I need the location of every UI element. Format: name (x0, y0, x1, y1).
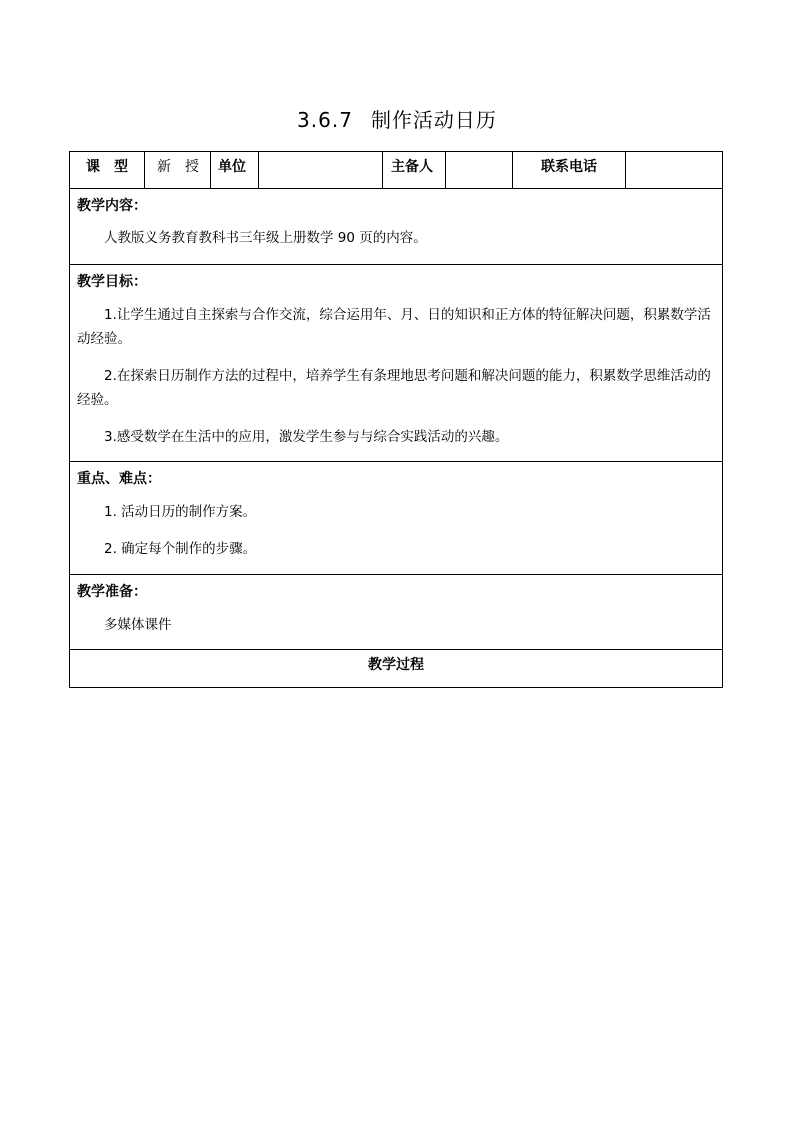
preparer-label: 主备人 (383, 152, 446, 188)
lesson-number: 3.6.7 (297, 108, 353, 132)
preparer-value (446, 152, 513, 188)
content-text: 人教版义务教育教科书三年级上册数学 90 页的内容。 (104, 230, 427, 246)
preparation-text: 多媒体课件 (104, 617, 172, 633)
key-points-section (70, 462, 722, 575)
objective-item: 3.感受数学在生活中的应用，激发学生参与与综合实践活动的兴趣。 (104, 429, 509, 445)
objectives-section (70, 265, 722, 462)
lesson-plan-table (69, 151, 723, 688)
unit-value (259, 152, 383, 188)
process-section (70, 650, 722, 687)
objectives-label: 教学目标： (77, 274, 147, 290)
header-row (70, 152, 722, 189)
unit-label: 单位 (211, 152, 259, 188)
process-label: 教学过程 (368, 657, 424, 673)
document-title (0, 104, 794, 133)
objective-item: 2.在探索日历制作方法的过程中，培养学生有条理地思考问题和解决问题的能力，积累数学思维活动的经验。 (77, 368, 711, 408)
lesson-name: 制作活动日历 (370, 108, 497, 132)
type-value: 新 授 (145, 152, 211, 188)
type-label: 课 型 (70, 152, 145, 188)
key-points-label: 重点、难点： (77, 471, 161, 487)
content-section (70, 189, 722, 265)
key-point-item: 1. 活动日历的制作方案。 (104, 504, 257, 520)
content-label: 教学内容： (77, 198, 147, 214)
key-point-item: 2. 确定每个制作的步骤。 (104, 541, 257, 557)
phone-value (626, 152, 722, 188)
phone-label: 联系电话 (513, 152, 626, 188)
preparation-label: 教学准备： (77, 584, 147, 600)
preparation-section (70, 575, 722, 650)
objective-item: 1.让学生通过自主探索与合作交流，综合运用年、月、日的知识和正方体的特征解决问题，积累数学活动经验。 (77, 307, 711, 347)
